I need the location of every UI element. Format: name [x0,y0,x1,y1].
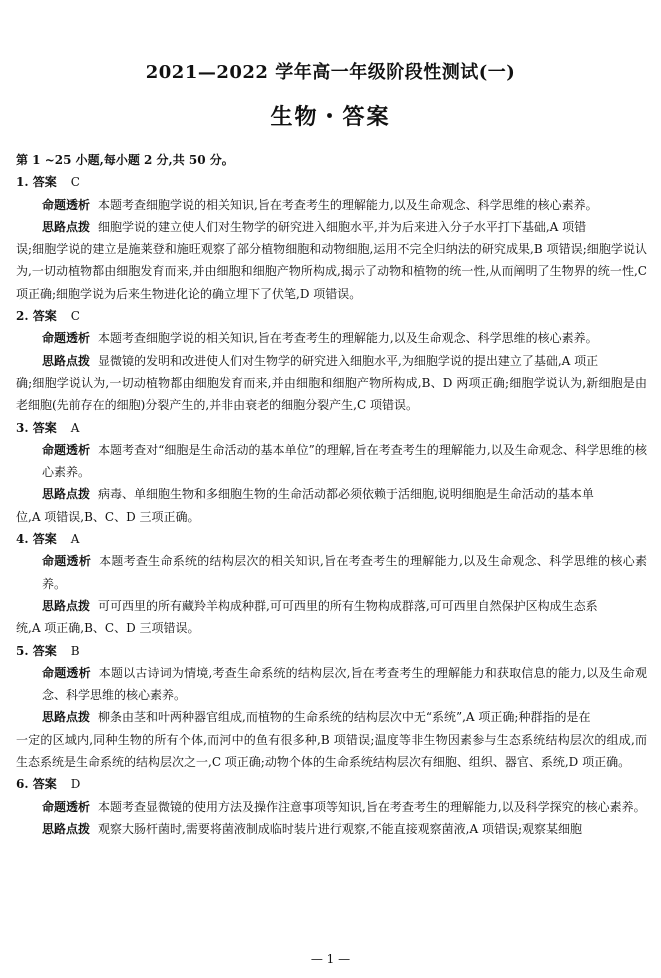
answer-letter: B [70,643,80,658]
question-answer-line [16,305,647,327]
question-answer-line [16,417,647,439]
question-block [16,305,647,416]
analysis-text: 本题考查对“细胞是生命活动的基本单位”的理解,旨在考查考生的理解能力,以及生命观念、科学思维的核心素养。 [42,442,647,480]
analysis-paragraph [16,327,647,349]
question-answer-line [16,773,647,795]
answer-letter: A [70,420,80,435]
analysis-paragraph [16,194,647,216]
question-number: 1. 答案 [16,175,57,190]
tip-text: 柳条由茎和叶两种器官组成,而植物的生命系统的结构层次中无“系统”,A 项正确;种群指的是在 [98,710,591,725]
tip-continuation: 误;细胞学说的建立是施莱登和施旺观察了部分植物细胞和动物细胞,运用不完全归纳法的研究成果,B 项错误;细胞学说认为,一切动植物都由细胞发育而来,并由细胞和细胞产物所构成,揭示了动物和植物的统一性,从而阐明了生物界的统一性,C 项正确;细胞学说为后来生物进化论的确立埋下了伏笔,D 项错误。 [16,242,647,301]
tip-text: 观察大肠杆菌时,需要将菌液制成临时装片进行观察,不能直接观察菌液,A 项错误;观察某细胞 [98,821,582,836]
question-block [16,528,647,639]
analysis-label: 命题透析 [42,442,91,457]
analysis-paragraph [16,662,647,707]
analysis-paragraph [16,550,647,595]
question-number: 3. 答案 [16,420,57,435]
analysis-paragraph [16,439,647,484]
analysis-label: 命题透析 [42,665,91,680]
tip-paragraph [16,595,647,617]
tip-paragraph [16,818,647,840]
answer-letter: C [70,175,80,190]
tip-label: 思路点拨 [42,219,91,234]
analysis-label: 命题透析 [42,197,91,212]
question-number: 6. 答案 [16,777,57,792]
question-answer-line [16,528,647,550]
answer-content [16,149,647,840]
question-answer-line [16,171,647,193]
tip-text: 病毒、单细胞生物和多细胞生物的生命活动都必须依赖于活细胞,说明细胞是生命活动的基本单 [98,487,594,502]
question-number: 2. 答案 [16,309,57,324]
analysis-text: 本题考查显微镜的使用方法及操作注意事项等知识,旨在考查考生的理解能力,以及科学探究的核心素养。 [98,799,646,814]
analysis-text: 本题考查生命系统的结构层次的相关知识,旨在考查考生的理解能力,以及生命观念、科学思维的核心素养。 [42,554,647,591]
tip-continuation: 统,A 项正确,B、C、D 三项错误。 [16,621,200,636]
analysis-text: 本题考查细胞学说的相关知识,旨在考查考生的理解能力,以及生命观念、科学思维的核心素养。 [98,331,598,346]
tip-continuation: 确;细胞学说认为,一切动植物都由细胞发育而来,并由细胞和细胞产物所构成,B、D 两项正确;细胞学说认为,新细胞是由老细胞(先前存在的细胞)分裂产生的,并非由衰老的细胞分裂产生,C 项错误。 [16,375,647,413]
analysis-label: 命题透析 [42,331,91,346]
question-block [16,171,647,305]
question-answer-line [16,640,647,662]
question-block [16,640,647,774]
question-block [16,417,647,528]
analysis-text: 本题以古诗词为情境,考查生命系统的结构层次,旨在考查考生的理解能力和获取信息的能力,以及生命观念、科学思维的核心素养。 [42,665,647,703]
tip-paragraph [16,216,647,238]
tip-label: 思路点拨 [42,821,91,836]
answer-letter: D [70,777,81,792]
tip-label: 思路点拨 [42,353,91,368]
tip-text: 细胞学说的建立使人们对生物学的研究进入细胞水平,并为后来进入分子水平打下基础,A 项错 [98,219,587,234]
tip-text: 可可西里的所有藏羚羊构成种群,可可西里的所有生物构成群落,可可西里自然保护区构成生态系 [98,598,598,613]
section-intro: 第 1 ~25 小题,每小题 2 分,共 50 分。 [16,153,234,167]
question-list [16,171,647,840]
tip-label: 思路点拨 [42,487,91,502]
document-title: 2021—2022 学年高一年级阶段性测试(一) [145,62,516,83]
page-number: — 1 — [310,952,351,966]
analysis-text: 本题考查细胞学说的相关知识,旨在考查考生的理解能力,以及生命观念、科学思维的核心素养。 [98,197,598,212]
analysis-label: 命题透析 [42,554,92,569]
tip-continuation: 一定的区域内,同种生物的所有个体,而河中的鱼有很多种,B 项错误;温度等非生物因素参与生态系统结构层次的组成,而生态系统是生命系统的结构层次之一,C 项正确;动物个体的生命系统结构层次有细胞、组织、器官、系统,D 项正确。 [16,732,647,770]
tip-paragraph [16,483,647,505]
question-number: 5. 答案 [16,643,57,658]
analysis-label: 命题透析 [42,799,91,814]
analysis-paragraph [16,796,647,818]
document-subtitle: 生物・答案 [270,104,391,130]
question-number: 4. 答案 [16,532,57,547]
tip-text: 显微镜的发明和改进使人们对生物学的研究进入细胞水平,为细胞学说的提出建立了基础,A 项正 [98,353,599,368]
tip-label: 思路点拨 [42,598,91,613]
tip-label: 思路点拨 [42,710,91,725]
tip-paragraph [16,350,647,372]
question-block [16,773,647,840]
answer-letter: C [70,309,80,324]
tip-continuation: 位,A 项错误,B、C、D 三项正确。 [16,509,200,524]
tip-paragraph [16,706,647,728]
answer-letter: A [70,532,80,547]
